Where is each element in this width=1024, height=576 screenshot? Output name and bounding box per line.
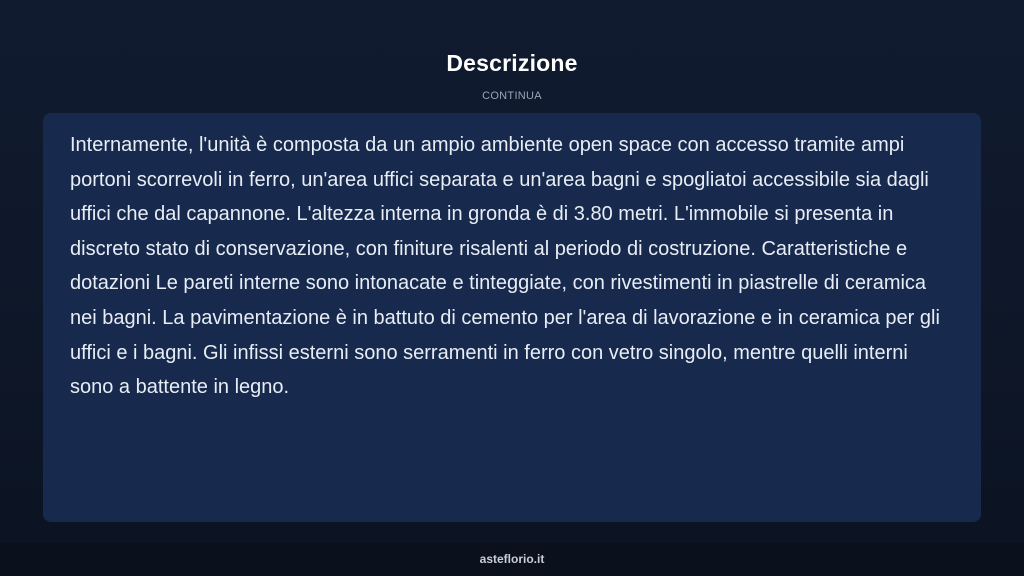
page-title: Descrizione (446, 50, 578, 76)
footer (0, 543, 1024, 576)
continue-label: CONTINUA (482, 90, 542, 102)
description-card (43, 113, 981, 522)
description-text: Internamente, l'unità è composta da un ampio ambiente open space con accesso tramite ampi portoni scorrevoli in ferro, un'area uffici separata e un'area bagni e spogliatoi accessibile sia dagli uffici che dal capannone. L'altezza interna in gronda è di 3.80 metri. L'immobile si presenta in discreto stato di conservazione, con finiture risalenti al periodo di costruzione. Caratteristiche e dotazioni Le pareti interne sono intonacate e tinteggiate, con rivestimenti in piastrelle di ceramica nei bagni. La pavimentazione è in battuto di cemento per l'area di lavorazione e in ceramica per gli uffici e i bagni. Gli infissi esterni sono serramenti in ferro con vetro singolo, mentre quelli interni sono a battente in legno. (70, 134, 940, 399)
footer-site-name: asteflorio.it (479, 552, 545, 566)
